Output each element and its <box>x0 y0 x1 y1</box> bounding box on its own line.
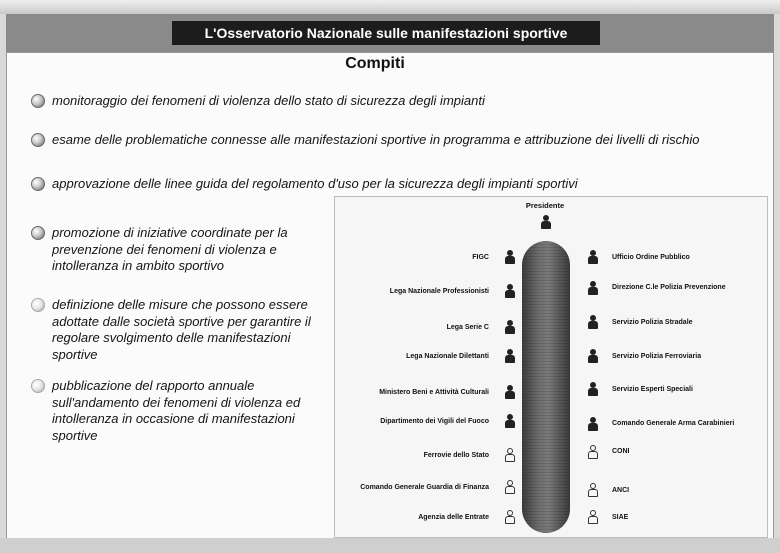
person-icon <box>505 385 515 399</box>
org-member-right: ANCI <box>612 487 630 494</box>
bullet-icon <box>31 226 45 240</box>
person-icon <box>505 250 515 264</box>
person-outline-icon <box>588 445 598 459</box>
person-icon <box>505 349 515 363</box>
org-member-right: SIAE <box>612 514 629 521</box>
person-icon <box>588 349 598 363</box>
org-member-right: CONI <box>612 448 630 455</box>
person-icon <box>541 215 551 229</box>
pillar-graphic <box>522 241 570 533</box>
org-member-right: Ufficio Ordine Pubblico <box>612 254 690 261</box>
org-chart <box>334 196 768 538</box>
task-item <box>31 176 711 193</box>
person-outline-icon <box>588 510 598 524</box>
person-icon <box>588 382 598 396</box>
org-member-left: Lega Nazionale Professionisti <box>389 288 489 295</box>
task-item <box>31 225 329 275</box>
person-outline-icon <box>505 480 515 494</box>
org-member-right: Servizio Esperti Speciali <box>612 386 693 393</box>
org-member-right: Comando Generale Arma Carabinieri <box>612 420 735 427</box>
section-heading: Compiti <box>345 55 405 72</box>
task-item <box>31 93 631 110</box>
scan-bottom-edge <box>0 538 780 553</box>
org-member-left: Lega Nazionale Dilettanti <box>406 353 489 360</box>
person-outline-icon <box>588 483 598 497</box>
task-item <box>31 378 329 444</box>
person-icon <box>588 417 598 431</box>
task-text: pubblicazione del rapporto annuale sull'andamento dei fenomeni di violenza ed intolleranza in occasione di manifestazioni sportive <box>52 378 301 443</box>
task-text: definizione delle misure che possono essere adottate dalle società sportive per garantire il regolare svolgimento delle manifestazioni sportive <box>52 297 311 362</box>
bullet-icon <box>31 133 45 147</box>
org-member-left: FIGC <box>472 254 489 261</box>
bullet-icon <box>31 298 45 312</box>
org-member-right: Servizio Polizia Stradale <box>612 319 693 326</box>
bullet-icon <box>31 177 45 191</box>
org-member-left: Comando Generale Guardia di Finanza <box>360 484 489 491</box>
task-item <box>31 132 711 149</box>
task-text: monitoraggio dei fenomeni di violenza dello stato di sicurezza degli impianti <box>52 93 485 108</box>
task-item <box>31 297 329 363</box>
person-icon <box>505 284 515 298</box>
person-icon <box>505 414 515 428</box>
scan-top-edge <box>0 0 780 14</box>
person-icon <box>588 281 598 295</box>
org-member-left: Dipartimento dei Vigili del Fuoco <box>380 418 489 425</box>
task-text: esame delle problematiche connesse alle manifestazioni sportive in programma e attribuzione dei livelli di rischio <box>52 132 700 147</box>
bullet-icon <box>31 379 45 393</box>
president-label: Presidente <box>525 201 565 210</box>
person-outline-icon <box>505 510 515 524</box>
slide-title: L'Osservatorio Nazionale sulle manifestazioni sportive <box>172 21 600 45</box>
person-icon <box>588 250 598 264</box>
task-text: approvazione delle linee guida del regolamento d'uso per la sicurezza degli impianti sportivi <box>52 176 578 191</box>
org-member-right: Direzione C.le Polizia Prevenzione <box>612 284 726 291</box>
org-member-left: Ministero Beni e Attività Culturali <box>379 389 489 396</box>
person-outline-icon <box>505 448 515 462</box>
org-member-left: Lega Serie C <box>446 324 489 331</box>
person-icon <box>588 315 598 329</box>
org-member-left: Agenzia delle Entrate <box>418 514 489 521</box>
org-member-left: Ferrovie dello Stato <box>423 452 489 459</box>
task-text: promozione di iniziative coordinate per la prevenzione dei fenomeni di violenza e intolleranza in ambito sportivo <box>52 225 288 273</box>
org-member-right: Servizio Polizia Ferroviaria <box>612 353 702 360</box>
person-icon <box>505 320 515 334</box>
bullet-icon <box>31 94 45 108</box>
